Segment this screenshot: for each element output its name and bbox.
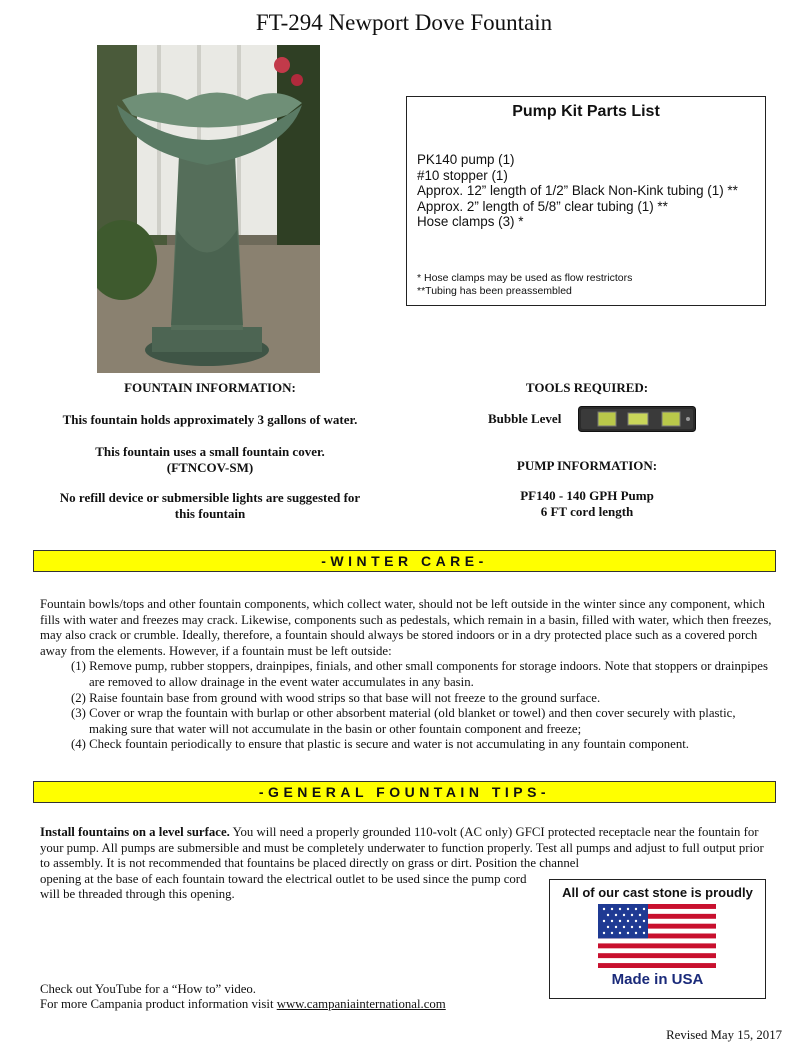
pump-kit-item: Approx. 2” length of 5/8” clear tubing (1) ** — [417, 198, 668, 214]
fountain-refill-line: No refill device or submersible lights are suggested for — [59, 490, 361, 505]
pump-spec — [412, 488, 762, 520]
tips-body: You will need a properly grounded 110-volt (AC only) GFCI protected receptacle near the fountain for your pump. All pumps are submersible and must be completely underwater to function properly. Test all pumps and adjust to full output prior to assembly. It is not recommended that fountains be placed directly on grass or dirt. Position the channel — [40, 825, 764, 871]
fountain-info-heading: FOUNTAIN INFORMATION: — [124, 380, 296, 395]
winter-care-text — [40, 597, 775, 753]
pump-kit-item: Approx. 12” length of 1/2” Black Non-Kink tubing (1) ** — [417, 183, 738, 199]
page-title: FT-294 Newport Dove Fountain — [255, 10, 553, 35]
youtube-note: Check out YouTube for a “How to” video. — [40, 982, 256, 996]
fountain-cover-line: This fountain uses a small fountain cover. — [95, 444, 325, 459]
tips-lead: Install fountains on a level surface. — [40, 825, 230, 839]
general-tips-banner: -GENERAL FOUNTAIN TIPS- — [33, 781, 776, 803]
made-in-usa-box — [549, 879, 766, 999]
fountain-cover-info — [40, 444, 380, 476]
usa-bottom-text: Made in USA — [611, 971, 704, 988]
winter-intro: Fountain bowls/tops and other fountain components, which collect water, should not be left outside in the winter since any component, which fills with water and freezes may crack. Likewise, components such as pedestals, which remain in a basin, filled with water, which then freezes, may also crack or crumble. Ideally, therefore, a fountain should always be stored indoors or in a dry protected place such as a covered porch away from the elements. However, if a fountain must be left outside: — [40, 597, 772, 658]
bubble-level-icon — [578, 406, 696, 432]
usa-top-text: All of our cast stone is proudly — [562, 885, 753, 900]
pump-model: PF140 - 140 GPH Pump — [520, 488, 654, 503]
pump-kit-note: **Tubing has been preassembled — [417, 284, 572, 297]
us-flag-icon — [598, 904, 716, 968]
pump-kit-list — [417, 152, 738, 230]
pump-kit-title: Pump Kit Parts List — [512, 103, 660, 120]
more-info-line — [40, 997, 446, 1012]
fountain-refill-info — [40, 490, 380, 522]
fountain-capacity: This fountain holds approximately 3 gallons of water. — [62, 412, 358, 427]
more-info-prefix: For more Campania product information visit — [40, 997, 277, 1011]
winter-step: (2) Raise fountain base from ground with wood strips so that base will not freeze to the ground surface. — [71, 690, 601, 705]
tools-heading: TOOLS REQUIRED: — [525, 380, 649, 395]
tips-body-continued: opening at the base of each fountain toward the electrical outlet to be used since the pump cord will be threaded through this opening. — [40, 871, 527, 902]
winter-step: (3) Cover or wrap the fountain with burlap or other absorbent material (old blanket or towel) and then cover securely with plastic, making sure that water will not accumulate in the basin or other fountain component and freeze; — [71, 706, 736, 736]
winter-step: (1) Remove pump, rubber stoppers, drainpipes, finials, and other small components for storage indoors. Note that stoppers or drainpipes are removed to allow drainage in the event water accumulates in any basin. — [71, 659, 768, 689]
winter-step: (4) Check fountain periodically to ensure that plastic is secure and water is not accumulating in any fountain component. — [71, 737, 689, 752]
pump-kit-note: * Hose clamps may be used as flow restrictors — [417, 272, 633, 284]
fountain-cover-code: (FTNCOV-SM) — [166, 460, 254, 475]
pump-info-heading: PUMP INFORMATION: — [516, 458, 658, 473]
winter-care-banner: -WINTER CARE- — [33, 550, 776, 572]
pump-kit-box — [406, 96, 766, 306]
fountain-refill-line: this fountain — [174, 506, 246, 521]
pump-kit-item: #10 stopper (1) — [417, 167, 508, 183]
pump-cord-length: 6 FT cord length — [540, 504, 634, 519]
bubble-level-label: Bubble Level — [488, 411, 562, 426]
pump-kit-item: Hose clamps (3) * — [417, 214, 524, 230]
campania-website-link[interactable]: www.campaniainternational.com — [276, 997, 446, 1011]
revision-date: Revised May 15, 2017 — [666, 1028, 782, 1042]
fountain-photo — [97, 45, 320, 373]
pump-kit-notes — [417, 272, 632, 297]
pump-kit-item: PK140 pump (1) — [417, 152, 515, 167]
